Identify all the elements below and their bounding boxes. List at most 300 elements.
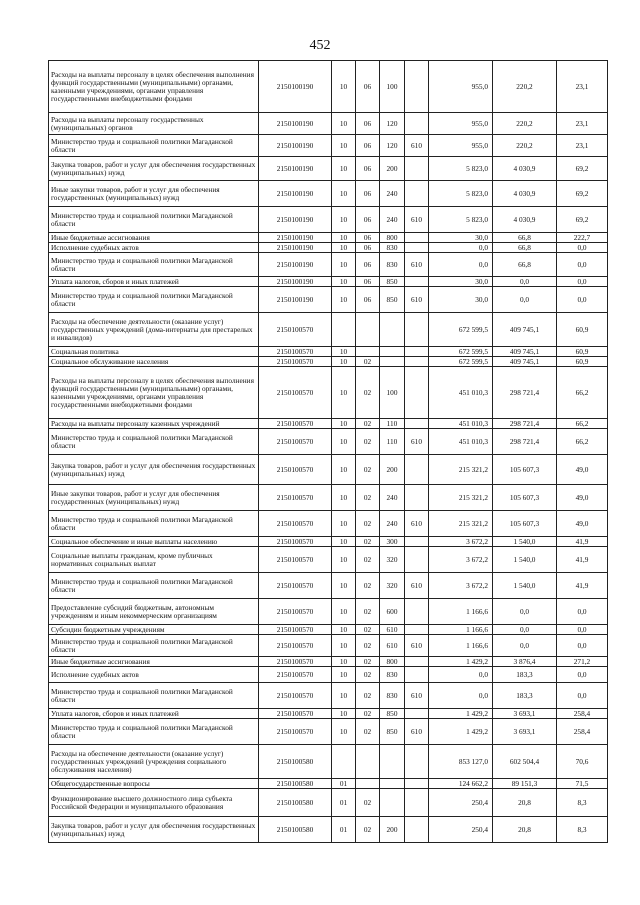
row-percent: 258,4 — [557, 709, 608, 719]
row-percent: 41,9 — [557, 573, 608, 599]
row-ministry — [405, 667, 429, 683]
row-type — [380, 347, 405, 357]
row-name: Уплата налогов, сборов и иных платежей — [49, 709, 259, 719]
row-type: 100 — [380, 367, 405, 419]
row-subsection: 06 — [356, 233, 380, 243]
row-subsection — [356, 745, 380, 779]
row-code: 2150100190 — [259, 243, 332, 253]
row-type: 240 — [380, 181, 405, 207]
table-row — [49, 657, 608, 667]
row-percent: 69,2 — [557, 207, 608, 233]
row-type: 300 — [380, 537, 405, 547]
row-plan: 250,4 — [429, 789, 493, 817]
row-name: Министерство труда и социальной политики Магаданской области — [49, 253, 259, 277]
row-actual: 0,0 — [493, 277, 557, 287]
row-ministry — [405, 113, 429, 135]
row-ministry — [405, 709, 429, 719]
table-row — [49, 485, 608, 511]
row-subsection: 02 — [356, 709, 380, 719]
row-type: 850 — [380, 287, 405, 313]
row-section: 10 — [332, 135, 356, 157]
row-plan: 1 166,6 — [429, 625, 493, 635]
table-row — [49, 253, 608, 277]
row-section: 10 — [332, 547, 356, 573]
row-percent: 0,0 — [557, 243, 608, 253]
table-row — [49, 547, 608, 573]
row-subsection: 06 — [356, 61, 380, 113]
row-type: 850 — [380, 709, 405, 719]
row-plan: 30,0 — [429, 277, 493, 287]
row-ministry — [405, 657, 429, 667]
row-plan: 1 429,2 — [429, 657, 493, 667]
row-code: 2150100570 — [259, 429, 332, 455]
row-percent: 8,3 — [557, 817, 608, 843]
row-section: 10 — [332, 683, 356, 709]
row-plan: 5 823,0 — [429, 207, 493, 233]
row-code: 2150100570 — [259, 419, 332, 429]
row-name: Функционирование высшего должностного лица субъекта Российской Федерации и муниципального образования — [49, 789, 259, 817]
table-row — [49, 277, 608, 287]
row-ministry — [405, 157, 429, 181]
row-name: Социальная политика — [49, 347, 259, 357]
row-actual: 105 607,3 — [493, 455, 557, 485]
row-section: 10 — [332, 243, 356, 253]
row-plan: 30,0 — [429, 233, 493, 243]
row-plan: 672 599,5 — [429, 347, 493, 357]
table-row — [49, 135, 608, 157]
row-code: 2150100190 — [259, 113, 332, 135]
row-name: Иные бюджетные ассигнования — [49, 233, 259, 243]
table-row — [49, 625, 608, 635]
row-actual: 105 607,3 — [493, 485, 557, 511]
row-actual: 3 693,1 — [493, 719, 557, 745]
row-name: Иные закупки товаров, работ и услуг для обеспечения государственных (муниципальных) нужд — [49, 181, 259, 207]
row-code: 2150100570 — [259, 709, 332, 719]
row-ministry: 610 — [405, 287, 429, 313]
row-plan: 1 429,2 — [429, 719, 493, 745]
row-code: 2150100570 — [259, 719, 332, 745]
row-code: 2150100570 — [259, 455, 332, 485]
row-subsection — [356, 779, 380, 789]
row-subsection: 06 — [356, 181, 380, 207]
row-percent: 222,7 — [557, 233, 608, 243]
row-actual: 20,8 — [493, 817, 557, 843]
table-row — [49, 357, 608, 367]
row-subsection: 02 — [356, 719, 380, 745]
row-section: 10 — [332, 233, 356, 243]
row-plan: 5 823,0 — [429, 157, 493, 181]
row-percent: 66,2 — [557, 429, 608, 455]
row-actual: 183,3 — [493, 667, 557, 683]
row-actual: 220,2 — [493, 61, 557, 113]
row-actual: 298 721,4 — [493, 419, 557, 429]
row-type: 100 — [380, 61, 405, 113]
row-section: 10 — [332, 347, 356, 357]
row-actual: 602 504,4 — [493, 745, 557, 779]
row-ministry: 610 — [405, 511, 429, 537]
row-name: Закупка товаров, работ и услуг для обеспечения государственных (муниципальных) нужд — [49, 157, 259, 181]
row-name: Общегосударственные вопросы — [49, 779, 259, 789]
row-section: 10 — [332, 419, 356, 429]
row-code: 2150100580 — [259, 789, 332, 817]
row-section — [332, 313, 356, 347]
row-section: 10 — [332, 61, 356, 113]
row-name: Министерство труда и социальной политики Магаданской области — [49, 287, 259, 313]
row-ministry — [405, 347, 429, 357]
table-row — [49, 429, 608, 455]
row-plan: 3 672,2 — [429, 537, 493, 547]
table-row — [49, 683, 608, 709]
row-subsection — [356, 313, 380, 347]
row-subsection: 02 — [356, 789, 380, 817]
row-percent: 69,2 — [557, 181, 608, 207]
row-code: 2150100570 — [259, 573, 332, 599]
row-plan: 215 321,2 — [429, 485, 493, 511]
row-section: 10 — [332, 287, 356, 313]
row-plan: 215 321,2 — [429, 455, 493, 485]
row-actual: 1 540,0 — [493, 573, 557, 599]
row-section: 01 — [332, 789, 356, 817]
row-type: 610 — [380, 625, 405, 635]
table-row — [49, 367, 608, 419]
row-actual: 66,8 — [493, 233, 557, 243]
row-code: 2150100190 — [259, 135, 332, 157]
row-ministry — [405, 537, 429, 547]
row-subsection: 02 — [356, 817, 380, 843]
row-actual: 105 607,3 — [493, 511, 557, 537]
row-percent: 41,9 — [557, 547, 608, 573]
row-plan: 955,0 — [429, 135, 493, 157]
row-subsection: 06 — [356, 277, 380, 287]
row-actual: 4 030,9 — [493, 207, 557, 233]
row-ministry — [405, 357, 429, 367]
row-plan: 1 166,6 — [429, 599, 493, 625]
row-percent: 0,0 — [557, 625, 608, 635]
row-section: 01 — [332, 779, 356, 789]
row-name: Министерство труда и социальной политики Магаданской области — [49, 429, 259, 455]
row-type: 240 — [380, 485, 405, 511]
row-percent: 60,9 — [557, 347, 608, 357]
row-name: Министерство труда и социальной политики Магаданской области — [49, 573, 259, 599]
table-row — [49, 667, 608, 683]
row-plan: 1 429,2 — [429, 709, 493, 719]
row-section: 10 — [332, 455, 356, 485]
row-plan: 955,0 — [429, 61, 493, 113]
row-section: 10 — [332, 511, 356, 537]
row-type — [380, 779, 405, 789]
row-subsection: 02 — [356, 511, 380, 537]
row-section: 01 — [332, 817, 356, 843]
row-type: 850 — [380, 277, 405, 287]
row-subsection: 02 — [356, 537, 380, 547]
row-section: 10 — [332, 277, 356, 287]
row-subsection: 02 — [356, 357, 380, 367]
row-percent: 71,5 — [557, 779, 608, 789]
row-code: 2150100190 — [259, 233, 332, 243]
row-name: Предоставление субсидий бюджетным, автономным учреждениям и иным некоммерческим организациям — [49, 599, 259, 625]
row-plan: 0,0 — [429, 253, 493, 277]
row-code: 2150100570 — [259, 683, 332, 709]
row-name: Министерство труда и социальной политики Магаданской области — [49, 683, 259, 709]
row-section: 10 — [332, 157, 356, 181]
row-code: 2150100570 — [259, 485, 332, 511]
table-row — [49, 745, 608, 779]
row-actual: 4 030,9 — [493, 181, 557, 207]
row-name: Социальное обслуживание населения — [49, 357, 259, 367]
row-section: 10 — [332, 599, 356, 625]
row-subsection: 02 — [356, 455, 380, 485]
row-actual: 20,8 — [493, 789, 557, 817]
row-actual: 3 876,4 — [493, 657, 557, 667]
row-code: 2150100580 — [259, 745, 332, 779]
row-plan: 30,0 — [429, 287, 493, 313]
row-ministry — [405, 419, 429, 429]
row-name: Исполнение судебных актов — [49, 243, 259, 253]
row-type: 120 — [380, 135, 405, 157]
row-plan: 0,0 — [429, 667, 493, 683]
row-name: Министерство труда и социальной политики Магаданской области — [49, 207, 259, 233]
row-actual: 0,0 — [493, 625, 557, 635]
row-percent: 271,2 — [557, 657, 608, 667]
row-code: 2150100190 — [259, 157, 332, 181]
row-percent: 66,2 — [557, 367, 608, 419]
table-row — [49, 113, 608, 135]
row-section: 10 — [332, 709, 356, 719]
row-actual: 89 151,3 — [493, 779, 557, 789]
row-type — [380, 745, 405, 779]
row-name: Министерство труда и социальной политики Магаданской области — [49, 511, 259, 537]
row-actual: 66,8 — [493, 243, 557, 253]
row-ministry — [405, 817, 429, 843]
row-name: Министерство труда и социальной политики Магаданской области — [49, 135, 259, 157]
row-plan: 451 010,3 — [429, 429, 493, 455]
row-type: 200 — [380, 817, 405, 843]
row-name: Субсидии бюджетным учреждениям — [49, 625, 259, 635]
row-percent: 0,0 — [557, 635, 608, 657]
row-plan: 124 662,2 — [429, 779, 493, 789]
row-ministry: 610 — [405, 573, 429, 599]
row-subsection: 02 — [356, 683, 380, 709]
row-plan: 451 010,3 — [429, 367, 493, 419]
row-subsection: 02 — [356, 667, 380, 683]
row-actual: 1 540,0 — [493, 537, 557, 547]
row-code: 2150100570 — [259, 511, 332, 537]
row-subsection: 02 — [356, 367, 380, 419]
row-plan: 1 166,6 — [429, 635, 493, 657]
row-code: 2150100570 — [259, 537, 332, 547]
row-percent: 0,0 — [557, 599, 608, 625]
row-type: 110 — [380, 419, 405, 429]
table-row — [49, 243, 608, 253]
row-name: Расходы на выплаты персоналу казенных учреждений — [49, 419, 259, 429]
table-row — [49, 181, 608, 207]
table-row — [49, 599, 608, 625]
row-percent: 60,9 — [557, 313, 608, 347]
row-name: Расходы на обеспечение деятельности (оказание услуг) государственных учреждений (учреждения социального обслуживания населения) — [49, 745, 259, 779]
row-actual: 0,0 — [493, 287, 557, 313]
row-ministry — [405, 277, 429, 287]
table-row — [49, 817, 608, 843]
row-actual: 0,0 — [493, 635, 557, 657]
row-type: 610 — [380, 635, 405, 657]
row-code: 2150100190 — [259, 277, 332, 287]
row-code: 2150100190 — [259, 253, 332, 277]
row-subsection: 02 — [356, 429, 380, 455]
row-subsection: 02 — [356, 547, 380, 573]
row-section: 10 — [332, 657, 356, 667]
row-name: Закупка товаров, работ и услуг для обеспечения государственных (муниципальных) нужд — [49, 817, 259, 843]
row-subsection: 06 — [356, 287, 380, 313]
row-ministry: 610 — [405, 429, 429, 455]
row-percent: 70,6 — [557, 745, 608, 779]
row-code: 2150100580 — [259, 779, 332, 789]
row-plan: 5 823,0 — [429, 181, 493, 207]
row-subsection: 06 — [356, 243, 380, 253]
row-ministry — [405, 181, 429, 207]
table-row — [49, 511, 608, 537]
row-actual: 298 721,4 — [493, 429, 557, 455]
row-actual: 0,0 — [493, 599, 557, 625]
row-code: 2150100190 — [259, 181, 332, 207]
budget-table — [48, 60, 608, 843]
row-name: Расходы на выплаты персоналу государственных (муниципальных) органов — [49, 113, 259, 135]
row-subsection: 02 — [356, 419, 380, 429]
row-type: 850 — [380, 719, 405, 745]
row-type: 200 — [380, 455, 405, 485]
row-code: 2150100570 — [259, 547, 332, 573]
row-actual: 1 540,0 — [493, 547, 557, 573]
row-ministry — [405, 313, 429, 347]
row-section: 10 — [332, 667, 356, 683]
row-section: 10 — [332, 367, 356, 419]
row-code: 2150100570 — [259, 357, 332, 367]
table-row — [49, 313, 608, 347]
row-code: 2150100580 — [259, 817, 332, 843]
row-percent: 49,0 — [557, 511, 608, 537]
row-ministry — [405, 547, 429, 573]
row-type — [380, 357, 405, 367]
row-code: 2150100190 — [259, 207, 332, 233]
table-row — [49, 233, 608, 243]
row-percent: 0,0 — [557, 253, 608, 277]
row-subsection: 06 — [356, 135, 380, 157]
row-plan: 215 321,2 — [429, 511, 493, 537]
row-section: 10 — [332, 357, 356, 367]
row-name: Исполнение судебных актов — [49, 667, 259, 683]
row-type: 800 — [380, 657, 405, 667]
row-actual: 3 693,1 — [493, 709, 557, 719]
row-subsection: 06 — [356, 207, 380, 233]
row-ministry: 610 — [405, 207, 429, 233]
row-name: Социальные выплаты гражданам, кроме публичных нормативных социальных выплат — [49, 547, 259, 573]
row-name: Иные закупки товаров, работ и услуг для обеспечения государственных (муниципальных) нужд — [49, 485, 259, 511]
row-percent: 69,2 — [557, 157, 608, 181]
row-plan: 853 127,0 — [429, 745, 493, 779]
row-actual: 409 745,1 — [493, 313, 557, 347]
row-percent: 41,9 — [557, 537, 608, 547]
row-type: 830 — [380, 667, 405, 683]
row-section — [332, 745, 356, 779]
row-code: 2150100190 — [259, 61, 332, 113]
row-plan: 0,0 — [429, 243, 493, 253]
row-ministry — [405, 233, 429, 243]
row-name: Иные бюджетные ассигнования — [49, 657, 259, 667]
row-type: 830 — [380, 253, 405, 277]
row-section: 10 — [332, 429, 356, 455]
row-actual: 4 030,9 — [493, 157, 557, 181]
row-plan: 0,0 — [429, 683, 493, 709]
row-percent: 66,2 — [557, 419, 608, 429]
row-section: 10 — [332, 625, 356, 635]
table-row — [49, 779, 608, 789]
row-code: 2150100570 — [259, 635, 332, 657]
row-ministry — [405, 625, 429, 635]
row-section: 10 — [332, 181, 356, 207]
table-row — [49, 347, 608, 357]
row-name: Уплата налогов, сборов и иных платежей — [49, 277, 259, 287]
row-percent: 0,0 — [557, 287, 608, 313]
row-ministry: 610 — [405, 635, 429, 657]
row-percent: 23,1 — [557, 113, 608, 135]
row-section: 10 — [332, 485, 356, 511]
table-row — [49, 789, 608, 817]
row-subsection: 06 — [356, 157, 380, 181]
row-section: 10 — [332, 253, 356, 277]
row-type: 320 — [380, 573, 405, 599]
row-section: 10 — [332, 207, 356, 233]
row-actual: 409 745,1 — [493, 357, 557, 367]
row-name: Министерство труда и социальной политики Магаданской области — [49, 719, 259, 745]
row-ministry — [405, 61, 429, 113]
row-section: 10 — [332, 635, 356, 657]
row-subsection: 06 — [356, 113, 380, 135]
row-code: 2150100190 — [259, 287, 332, 313]
row-name: Министерство труда и социальной политики Магаданской области — [49, 635, 259, 657]
row-subsection: 02 — [356, 657, 380, 667]
page-number: 452 — [309, 38, 331, 53]
table-row — [49, 61, 608, 113]
row-percent: 8,3 — [557, 789, 608, 817]
table-row — [49, 635, 608, 657]
table-row — [49, 287, 608, 313]
table-row — [49, 573, 608, 599]
row-ministry — [405, 779, 429, 789]
row-actual: 298 721,4 — [493, 367, 557, 419]
row-percent: 0,0 — [557, 277, 608, 287]
row-actual: 66,8 — [493, 253, 557, 277]
row-type — [380, 789, 405, 817]
row-plan: 250,4 — [429, 817, 493, 843]
row-actual: 183,3 — [493, 683, 557, 709]
row-ministry — [405, 789, 429, 817]
row-ministry: 610 — [405, 253, 429, 277]
row-type: 110 — [380, 429, 405, 455]
row-ministry: 610 — [405, 135, 429, 157]
row-type: 320 — [380, 547, 405, 573]
table-row — [49, 709, 608, 719]
row-percent: 60,9 — [557, 357, 608, 367]
row-percent: 49,0 — [557, 455, 608, 485]
row-subsection: 02 — [356, 599, 380, 625]
row-plan: 672 599,5 — [429, 357, 493, 367]
row-actual: 409 745,1 — [493, 347, 557, 357]
row-percent: 23,1 — [557, 61, 608, 113]
row-subsection: 06 — [356, 253, 380, 277]
row-code: 2150100570 — [259, 367, 332, 419]
row-type — [380, 313, 405, 347]
row-plan: 955,0 — [429, 113, 493, 135]
row-ministry: 610 — [405, 719, 429, 745]
